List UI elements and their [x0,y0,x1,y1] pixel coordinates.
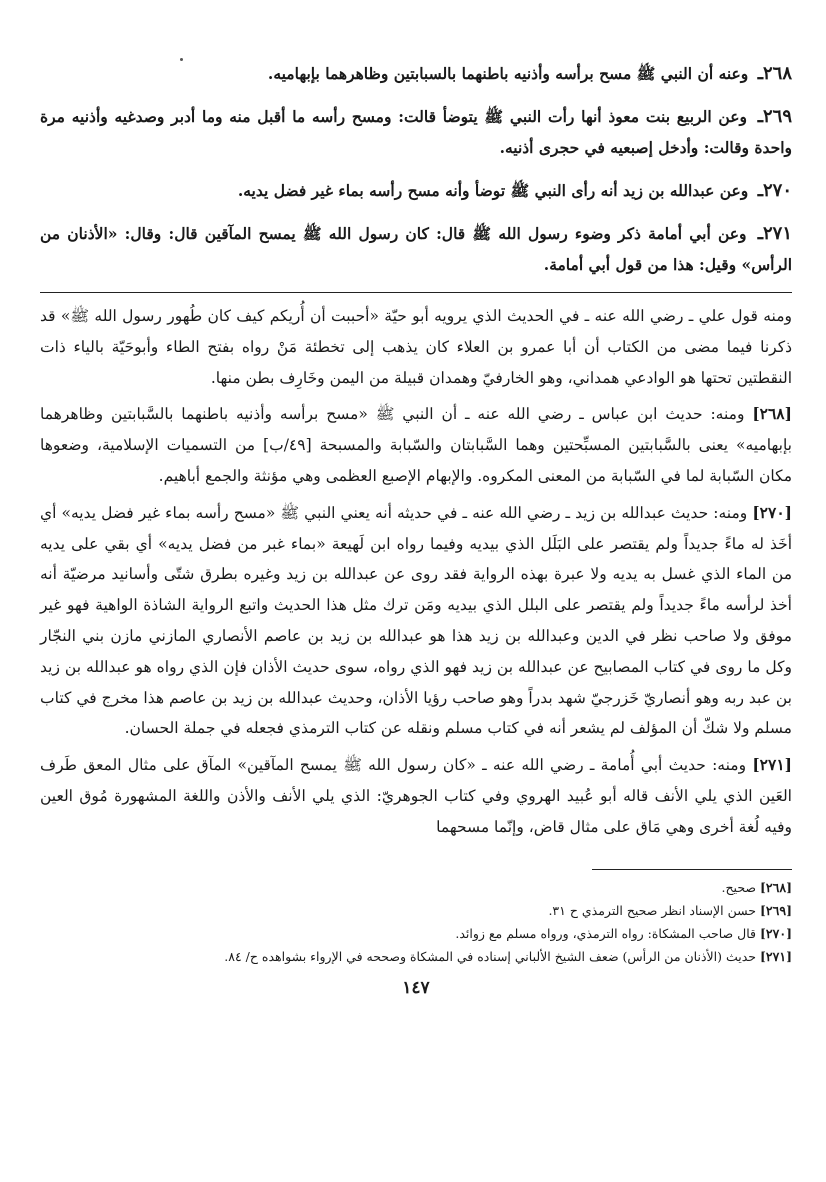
footnote-text: حديث (الأذنان من الرأس) ضعف الشيخ الألباني إسناده في المشكاة وصححه في الإرواء بشواهده ح/ ٨٤. [224,948,757,964]
footnote-item [40,945,792,968]
section-divider [40,292,792,293]
hadith-text: وعن أبي أمامة ذكر وضوء رسول الله ﷺ قال: كان رسول الله ﷺ يمسح المآقين قال: وقال: [124,224,747,243]
commentary-paragraph [40,399,792,491]
footnote-number: [٢٧١] [760,948,792,964]
commentary-number: [٢٦٨] [752,404,792,424]
hadith-number: ٢٦٩ـ [757,106,792,127]
footnote-number: [٢٦٩] [760,902,792,918]
hadith-number: ٢٦٨ـ [757,63,792,84]
hadith-text: وعن عبدالله بن زيد أنه رأى النبي ﷺ توضأ وأنه مسح رأسه بماء غير فضل يديه. [237,181,749,200]
page-body [40,58,792,998]
hadith-quote: «الأذنان من الرأس» [40,224,792,274]
hadith-269 [40,101,792,163]
hadith-270 [40,175,792,206]
commentary-number: [٢٧١] [752,755,792,775]
footnote-text: صحيح. [721,879,757,895]
footnote-divider [592,869,792,870]
commentary-text: ومنه قول علي ـ رضي الله عنه ـ في الحديث الذي يرويه أبو حيّة «أحببت أن أُريكم كيف كان طُهور رسول الله ﷺ» قد ذكرنا فيما مضى من الكتاب أن أبا عمرو بن العلاء كان يذهب إلى تخطئة مَنْ رواه بفتح الطاء وأبوحَيّة بالياء ذات النقطتين تحتها هو الوادعي همداني، وهو الخارفيّ وهمدان قبيلة من اليمن وخَارِف بطن منها. [40,307,792,387]
footnote-number: [٢٦٨] [760,879,792,895]
commentary-paragraph [40,750,792,842]
hadith-section [40,58,792,280]
commentary-text: ومنه: حديث أبي أُمامة ـ رضي الله عنه ـ «كان رسول الله ﷺ يمسح المآقين» المآق على مثال المعق طَرف العَين الذي يلي الأنف قاله أبو عُبيد الهروي وفي كتاب الجوهريّ: الذي يلي الأنف والأذن واللغة المشهورة مُوق العين وفيه لُغة أخرى وهي مَاق على مثال قاض، وإنّما مسحهما [40,756,792,836]
footnote-item [40,899,792,922]
hadith-text: وعن الربيع بنت معوذ أنها رأت النبي ﷺ يتوضأ قالت: ومسح رأسه ما أقبل منه وما أدبر وصدغيه وأذنيه مرة واحدة وقالت: وأدخل إصبعيه في حجرى أذنيه. [40,107,792,157]
footnote-item [40,922,792,945]
hadith-text: وعنه أن النبي ﷺ مسح برأسه وأذنيه باطنهما بالسبابتين وظاهرهما بإبهاميه. [267,64,749,83]
footnote-text: قال صاحب المشكاة: رواه الترمذي، ورواه مسلم مع زوائد. [455,925,757,941]
hadith-number: ٢٧١ـ [757,223,793,244]
footnotes [40,876,792,968]
footnote-number: [٢٧٠] [760,925,792,941]
footnote-text: حسن الإسناد انظر صحيح الترمذي ح ٣١. [548,902,757,918]
hadith-number: ٢٧٠ـ [757,180,792,201]
hadith-268 [40,58,792,89]
commentary-text: ومنه: حديث ابن عباس ـ رضي الله عنه ـ أن النبي ﷺ «مسح برأسه وأذنيه باطنهما بالسَّبابتين وظاهرهما بإبهاميه» يعنى بالسَّبابتين المسبِّحتين وهما السَّبابتان والسّبابة والمسبحة [٤٩/ب] من التسميات الإسلامية، وضعوها مكان السّبابة لما في السّبابة من المعنى المكروه. والإبهام الإصبع العظمى وهي مؤنثة والجمع أباهيم. [40,405,792,485]
commentary-section [40,301,792,843]
commentary-paragraph [40,301,792,393]
footnote-item [40,876,792,899]
commentary-number: [٢٧٠] [752,502,792,522]
hadith-text-tail: وقيل: هذا من قول أبي أمامة. [543,255,737,274]
commentary-text: ومنه: حديث عبدالله بن زيد ـ رضي الله عنه ـ في حديثه أنه يعني النبي ﷺ «مسح رأسه بماء غير فضل يديه» أي أخَذ له ماءً جديداً ولم يقتصر على البَلَل الذي بيديه وفيما رواه ابن لَهيعة «بماء غبر من فضل يديه» أي بقي على يديه من الماء الذي غسل به يديه ولا عبرة بهذه الرواية فقد روى عن عبدالله بن زيد وغيره بطرق شتّى وأسانيد مرضيّة أنه أخذ لرأسه ماءً جديداً ولم يقتصر على البلل الذي بيديه ومَن ترك مثل هذا الحديث واتبع الرواية الشاذة الواهية فهو غير موفق ولا صاحب نظر في الدين وعبدالله بن زيد هذا هو عبدالله بن زيد بن عاصم الأنصاري المازني مازن بني النجّار وكل ما روى في كتاب المصابيح عن عبدالله بن زيد فهو الذي رواه، سوى حديث الأذان فإن الذي رواه هو عبدالله بن زيد بن عبد ربه وهو أنصاريّ خَزرجيّ شهد بدراً وهو صاحب رؤيا الأذان، وحديث عبدالله بن زيد بن عاصم هذا مخرج في كتاب مسلم ولا شكّ أن المؤلف لم يشعر أنه في كتاب مسلم ونقله عن كتاب الترمذي فجعله في جملة الحسان. [40,503,792,738]
commentary-paragraph [40,498,792,744]
page-number: ١٤٧ [402,977,430,998]
hadith-271 [40,218,792,280]
